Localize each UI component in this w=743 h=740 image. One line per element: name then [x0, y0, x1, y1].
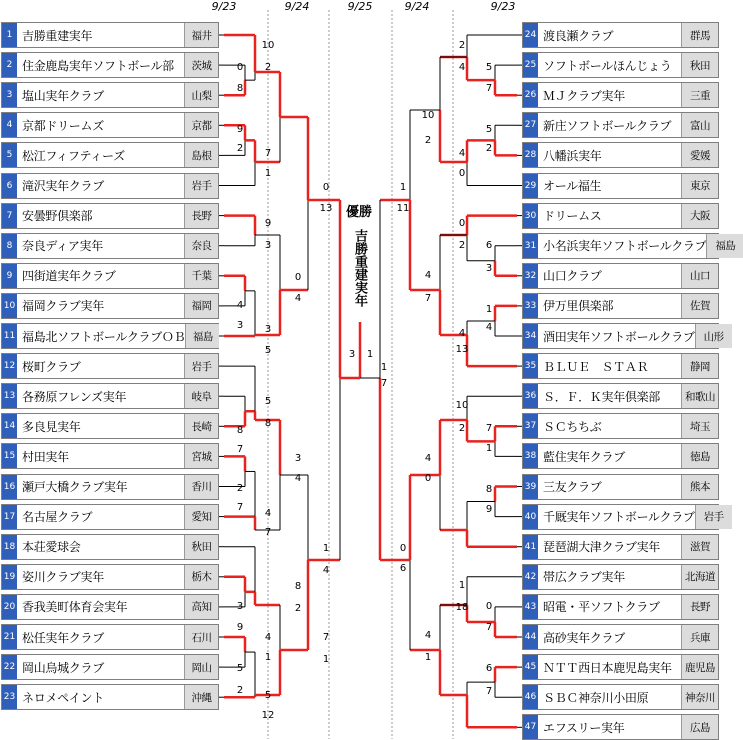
match-score: 0 [322, 182, 330, 193]
match-score: 6 [485, 663, 493, 674]
prefecture-label: 福島 [185, 324, 219, 348]
prefecture-label: 三重 [681, 83, 718, 107]
match-score: 0 [399, 543, 407, 554]
match-score: 7 [485, 622, 493, 633]
team-entry [522, 52, 719, 78]
team-entry [1, 173, 219, 199]
match-score: 2 [458, 240, 466, 251]
match-score: 5 [236, 663, 244, 674]
prefecture-label: 高知 [184, 595, 218, 619]
team-entry [522, 564, 719, 590]
team-entry [522, 173, 719, 199]
date-round2-right: 9/24 [404, 0, 430, 13]
team-entry [522, 233, 736, 259]
match-score: 9 [236, 622, 244, 633]
team-entry [1, 684, 219, 710]
prefecture-label: 島根 [184, 143, 218, 167]
match-score: 1 [399, 182, 407, 193]
seed-number: 10 [2, 294, 17, 318]
team-name: 山口クラブ [543, 269, 602, 284]
match-score: 4 [458, 328, 466, 339]
team-name: 姿川クラブ実年 [22, 570, 104, 585]
team-name: 福島北ソフトボールクラブＯＢ [22, 329, 186, 344]
team-name: 渡良瀬クラブ [543, 28, 614, 43]
prefecture-label: 群馬 [681, 23, 718, 47]
prefecture-label: 愛知 [184, 505, 218, 529]
seed-number: 4 [2, 113, 17, 137]
seed-number: 42 [523, 565, 538, 589]
match-score: 4 [236, 300, 244, 311]
seed-number: 11 [2, 324, 17, 348]
seed-number: 13 [2, 384, 17, 408]
match-score: 4 [294, 293, 302, 304]
team-name: 吉勝重建実年 [22, 28, 93, 43]
match-score: 3 [236, 320, 244, 331]
team-name: 村田実年 [22, 449, 69, 464]
match-score: 4 [458, 148, 466, 159]
prefecture-label: 愛媛 [681, 143, 718, 167]
prefecture-label: 兵庫 [681, 625, 718, 649]
team-entry [1, 233, 219, 259]
prefecture-label: 岩手 [184, 174, 218, 198]
seed-number: 6 [2, 174, 17, 198]
team-entry [1, 263, 219, 289]
champion-block [344, 205, 374, 307]
match-score: 8 [236, 425, 244, 436]
team-name: 三友クラブ [543, 480, 602, 494]
team-entry [522, 443, 719, 469]
team-entry [1, 594, 219, 620]
seed-number: 45 [523, 655, 538, 679]
team-entry [1, 534, 219, 560]
prefecture-label: 神奈川 [681, 685, 718, 709]
team-entry [522, 142, 719, 168]
team-name: 塩山実年クラブ [22, 88, 104, 103]
team-name: ＭＪクラブ実年 [543, 88, 625, 103]
match-score: 2 [294, 603, 302, 614]
team-name: オール福生 [543, 179, 602, 193]
match-score: 2 [236, 143, 244, 154]
prefecture-label: 栃木 [184, 565, 218, 589]
match-score: 7 [380, 378, 388, 389]
team-name: 奈良ディア実年 [22, 239, 103, 254]
team-name: ＢＬＵＥ ＳＴＡＲ [543, 359, 649, 374]
team-name: Ｓ．Ｆ．Ｋ実年倶楽部 [543, 389, 661, 404]
team-entry [1, 474, 219, 500]
match-score: 2 [424, 135, 432, 146]
seed-number: 2 [2, 53, 17, 77]
team-entry [522, 504, 724, 530]
prefecture-label: 石川 [184, 625, 218, 649]
team-entry [522, 353, 719, 379]
team-entry [1, 112, 219, 138]
seed-number: 26 [523, 83, 538, 107]
seed-number: 20 [2, 595, 17, 619]
final-score-right: 1 [366, 349, 374, 360]
match-score: 1 [380, 362, 388, 373]
match-score: 1 [485, 443, 493, 454]
team-name: 昭電・平ソフトクラブ [543, 600, 660, 615]
match-score: 2 [264, 62, 272, 73]
seed-number: 44 [523, 625, 538, 649]
team-entry [1, 142, 219, 168]
team-entry [1, 383, 219, 409]
match-score: 5 [485, 124, 493, 135]
match-score: 0 [424, 473, 432, 484]
match-score: 5 [485, 62, 493, 73]
match-score: 3 [485, 263, 493, 274]
team-name: 伊万里倶楽部 [543, 299, 614, 314]
team-entry [1, 564, 219, 590]
date-round1-right: 9/23 [490, 0, 516, 13]
prefecture-label: 山形 [695, 324, 732, 348]
prefecture-label: 岐阜 [184, 384, 218, 408]
prefecture-label: 徳島 [681, 444, 718, 468]
team-name: 名古屋クラブ [22, 510, 93, 525]
match-score: 7 [264, 148, 272, 159]
team-name: 香我美町体育会実年 [22, 600, 128, 615]
team-entry [522, 82, 719, 108]
match-score: 10 [261, 40, 275, 51]
team-name: 帯広クラブ実年 [543, 570, 625, 585]
team-name: 多良見実年 [22, 419, 81, 434]
match-score: 11 [396, 203, 410, 214]
prefecture-label: 東京 [681, 174, 718, 198]
seed-number: 29 [523, 174, 538, 198]
team-entry [1, 353, 219, 379]
team-entry [522, 413, 719, 439]
team-entry [1, 22, 219, 48]
team-entry [522, 474, 719, 500]
match-score: 1 [264, 652, 272, 663]
prefecture-label: 茨城 [184, 53, 218, 77]
prefecture-label: 秋田 [184, 535, 218, 559]
match-score: 4 [322, 565, 330, 576]
prefecture-label: 熊本 [681, 475, 718, 499]
match-score: 9 [485, 504, 493, 515]
team-name: 藍住実年クラブ [543, 449, 625, 464]
match-score: 18 [455, 602, 469, 613]
team-entry [522, 112, 719, 138]
seed-number: 3 [2, 83, 17, 107]
team-name: 四街道実年クラブ [22, 269, 116, 284]
prefecture-label: 京都 [184, 113, 218, 137]
match-score: 7 [485, 423, 493, 434]
team-name: エフスリー実年 [543, 720, 625, 735]
seed-number: 35 [523, 354, 538, 378]
match-score: 1 [458, 580, 466, 591]
seed-number: 16 [2, 475, 17, 499]
prefecture-label: 奈良 [184, 234, 218, 258]
seed-number: 15 [2, 444, 17, 468]
match-score: 5 [264, 690, 272, 701]
team-name: 松任実年クラブ [22, 630, 104, 645]
prefecture-label: 福島 [706, 234, 743, 258]
match-score: 7 [485, 686, 493, 697]
prefecture-label: 広島 [681, 715, 718, 739]
team-name: 琵琶湖大津クラブ実年 [543, 540, 661, 555]
seed-number: 40 [523, 505, 538, 529]
seed-number: 23 [2, 685, 17, 709]
seed-number: 12 [2, 354, 17, 378]
final-score-left: 3 [348, 349, 356, 360]
match-score: 7 [424, 293, 432, 304]
team-entry [522, 293, 719, 319]
match-score: 0 [458, 168, 466, 179]
match-score: 9 [236, 124, 244, 135]
prefecture-label: 山口 [681, 264, 718, 288]
team-name: 京都ドリームズ [22, 118, 104, 133]
prefecture-label: 宮城 [184, 444, 218, 468]
match-score: 8 [294, 581, 302, 592]
match-score: 2 [458, 423, 466, 434]
seed-number: 7 [2, 204, 17, 228]
seed-number: 8 [2, 234, 17, 258]
match-score: 4 [264, 508, 272, 519]
prefecture-label: 鹿児島 [681, 655, 718, 679]
prefecture-label: 佐賀 [681, 294, 718, 318]
match-score: 4 [424, 270, 432, 281]
match-score: 3 [264, 324, 272, 335]
prefecture-label: 滋賀 [681, 535, 718, 559]
match-score: 8 [236, 83, 244, 94]
seed-number: 24 [523, 23, 538, 47]
match-score: 1 [264, 168, 272, 179]
match-score: 6 [485, 240, 493, 251]
seed-number: 33 [523, 294, 538, 318]
team-entry [522, 534, 719, 560]
prefecture-label: 山梨 [184, 83, 218, 107]
match-score: 1 [322, 654, 330, 665]
seed-number: 25 [523, 53, 538, 77]
team-entry [1, 413, 219, 439]
team-name: 本荘愛球会 [22, 540, 81, 555]
match-score: 4 [424, 453, 432, 464]
date-final: 9/25 [347, 0, 373, 13]
seed-number: 30 [523, 204, 538, 228]
team-name: 瀬戸大橋クラブ実年 [22, 480, 128, 494]
match-score: 4 [485, 322, 493, 333]
champion-label: 優勝 [345, 205, 372, 220]
match-score: 8 [485, 484, 493, 495]
match-score: 7 [322, 632, 330, 643]
team-name: 新庄ソフトボールクラブ [543, 118, 672, 133]
match-score: 2 [458, 40, 466, 51]
seed-number: 19 [2, 565, 17, 589]
team-name: 桜町クラブ [22, 359, 81, 374]
seed-number: 46 [523, 685, 538, 709]
date-round2-left: 9/24 [284, 0, 310, 13]
prefecture-label: 静岡 [681, 354, 718, 378]
prefecture-label: 長野 [184, 204, 218, 228]
match-score: 6 [399, 563, 407, 574]
match-score: 4 [458, 62, 466, 73]
team-entry [522, 22, 719, 48]
match-score: 10 [455, 400, 469, 411]
seed-number: 14 [2, 414, 17, 438]
team-entry [522, 714, 719, 740]
prefecture-label: 北海道 [681, 565, 718, 589]
seed-number: 21 [2, 625, 17, 649]
match-score: 1 [424, 652, 432, 663]
seed-number: 43 [523, 595, 538, 619]
seed-number: 5 [2, 143, 17, 167]
team-entry [522, 203, 719, 229]
date-round1-left: 9/23 [211, 0, 237, 13]
prefecture-label: 香川 [184, 475, 218, 499]
match-score: 13 [319, 203, 333, 214]
team-name: 滝沢実年クラブ [22, 179, 104, 193]
match-score: 4 [264, 632, 272, 643]
prefecture-label: 岡山 [184, 655, 218, 679]
team-entry [1, 323, 219, 349]
team-name: ドリームス [543, 209, 602, 224]
team-entry [1, 203, 219, 229]
team-entry [1, 443, 219, 469]
seed-number: 41 [523, 535, 538, 559]
match-score: 1 [322, 543, 330, 554]
match-score: 4 [294, 473, 302, 484]
team-name: 各務原フレンズ実年 [22, 389, 127, 404]
team-entry [522, 383, 719, 409]
match-score: 7 [236, 502, 244, 513]
team-name: ＳＣちちぶ [543, 419, 602, 434]
match-score: 0 [294, 272, 302, 283]
team-name: 松江フィフティーズ [22, 148, 125, 163]
seed-number: 34 [523, 324, 538, 348]
team-name: 八幡浜実年 [543, 148, 602, 163]
match-score: 9 [264, 218, 272, 229]
match-score: 0 [458, 218, 466, 229]
seed-number: 47 [523, 715, 538, 739]
team-entry [522, 594, 719, 620]
prefecture-label: 長崎 [184, 414, 218, 438]
team-entry [1, 82, 219, 108]
prefecture-label: 岩手 [184, 354, 218, 378]
match-score: 1 [485, 304, 493, 315]
team-name: ネロメペイント [22, 690, 104, 705]
team-entry [522, 263, 719, 289]
seed-number: 32 [523, 264, 538, 288]
match-score: 7 [264, 527, 272, 538]
match-score: 12 [261, 710, 275, 721]
match-score: 3 [236, 601, 244, 612]
seed-number: 38 [523, 444, 538, 468]
team-name: 高砂実年クラブ [543, 630, 625, 645]
team-name: ソフトボールほんじょう [543, 58, 672, 73]
seed-number: 22 [2, 655, 17, 679]
prefecture-label: 千葉 [184, 264, 218, 288]
team-entry [1, 624, 219, 650]
prefecture-label: 長野 [681, 595, 718, 619]
seed-number: 31 [523, 234, 538, 258]
team-entry [522, 323, 724, 349]
team-name: 岡山烏城クラブ [22, 660, 104, 675]
seed-number: 39 [523, 475, 538, 499]
team-entry [522, 654, 719, 680]
prefecture-label: 大阪 [681, 204, 718, 228]
seed-number: 37 [523, 414, 538, 438]
team-name: ＮＴＴ西日本鹿児島実年 [543, 660, 672, 675]
team-entry [1, 293, 219, 319]
team-entry [1, 52, 219, 78]
team-name: 安曇野倶楽部 [22, 209, 93, 224]
seed-number: 17 [2, 505, 17, 529]
team-entry [1, 654, 219, 680]
champion-team: 吉勝重建実年 [352, 229, 367, 307]
match-score: 10 [421, 110, 435, 121]
match-score: 0 [485, 601, 493, 612]
team-name: 酒田実年ソフトボールクラブ [543, 329, 695, 344]
prefecture-label: 沖縄 [184, 685, 218, 709]
prefecture-label: 富山 [681, 113, 718, 137]
match-score: 2 [485, 143, 493, 154]
match-score: 5 [264, 345, 272, 356]
prefecture-label: 埼玉 [681, 414, 718, 438]
match-score: 5 [264, 396, 272, 407]
match-score: 4 [424, 630, 432, 641]
prefecture-label: 福岡 [184, 294, 218, 318]
team-name: 小名浜実年ソフトボールクラブ [543, 239, 707, 254]
seed-number: 28 [523, 143, 538, 167]
seed-number: 18 [2, 535, 17, 559]
match-score: 2 [236, 483, 244, 494]
team-entry [522, 624, 719, 650]
match-score: 0 [236, 62, 244, 73]
match-score: 13 [455, 344, 469, 355]
prefecture-label: 岩手 [695, 505, 732, 529]
match-score: 7 [485, 83, 493, 94]
match-score: 7 [236, 444, 244, 455]
team-name: 千厩実年ソフトボールクラブ [543, 510, 695, 525]
team-entry [522, 684, 719, 710]
seed-number: 1 [2, 23, 17, 47]
match-score: 2 [236, 685, 244, 696]
team-entry [1, 504, 219, 530]
prefecture-label: 福井 [184, 23, 218, 47]
seed-number: 9 [2, 264, 17, 288]
match-score: 3 [264, 240, 272, 251]
team-name: ＳＢＣ神奈川小田原 [543, 690, 649, 705]
team-name: 住金鹿島実年ソフトボール部 [22, 58, 174, 73]
prefecture-label: 和歌山 [681, 384, 718, 408]
match-score: 3 [294, 453, 302, 464]
seed-number: 36 [523, 384, 538, 408]
seed-number: 27 [523, 113, 538, 137]
team-name: 福岡クラブ実年 [22, 299, 104, 314]
prefecture-label: 秋田 [681, 53, 718, 77]
match-score: 8 [264, 418, 272, 429]
